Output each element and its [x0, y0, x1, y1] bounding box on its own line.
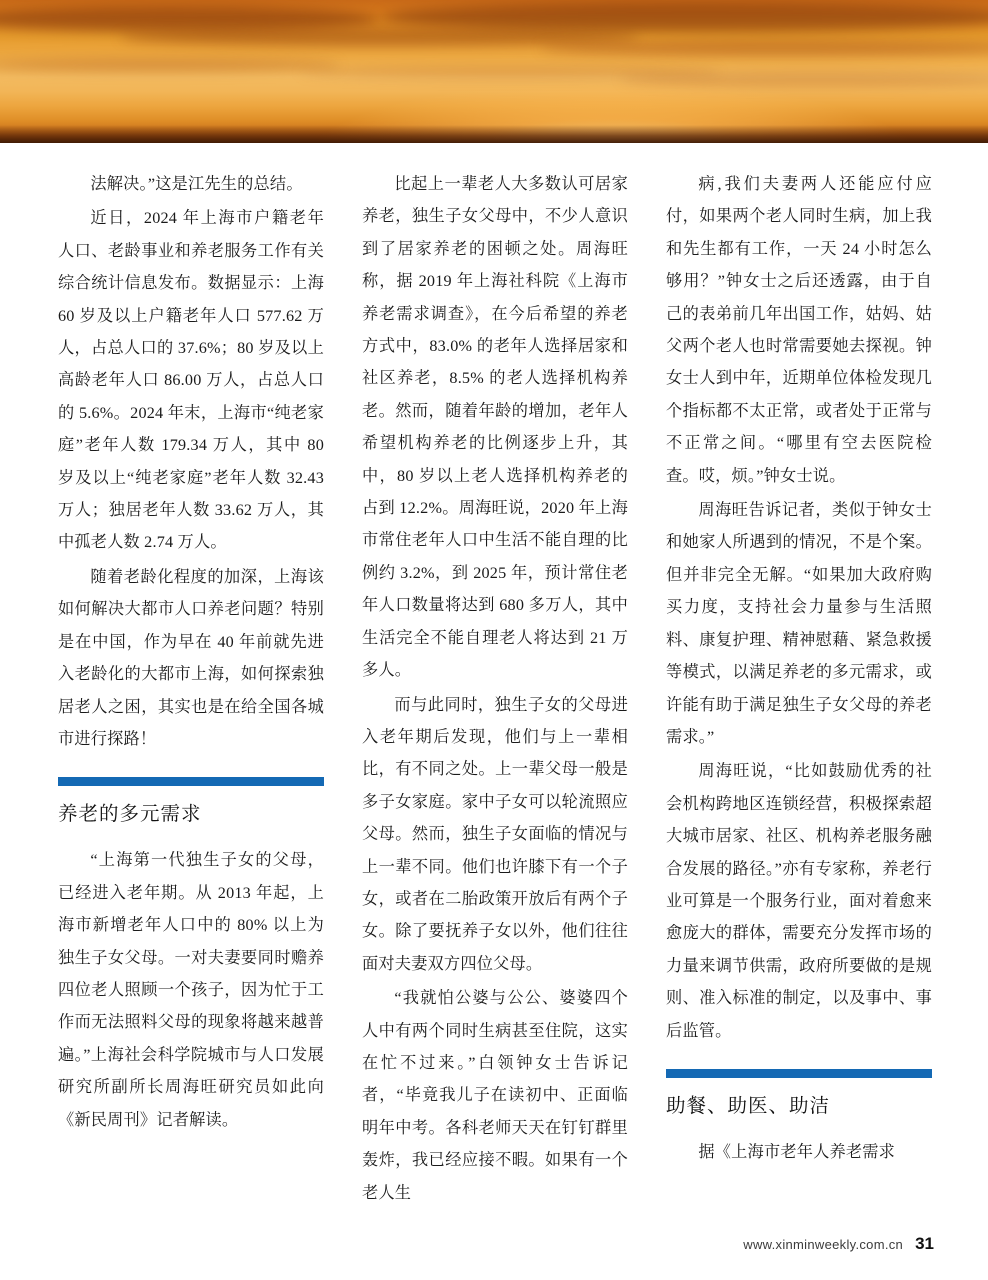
- cloud-shape: [540, 40, 988, 56]
- paragraph: 法解决。”这是江先生的总结。: [90, 175, 303, 193]
- paragraph: “我就怕公婆与公公、婆婆四个人中有两个同时生病甚至住院，这实在忙不过来。”白领钟女士告诉记者，“毕竟我儿子在读初中、正面临明年中考。各科老师天天在钉钉群里轰炸，我已经应接不暇。如果有一个老人生: [362, 989, 628, 1202]
- cloud-shape: [380, 2, 988, 32]
- cloud-shape: [120, 28, 640, 46]
- paragraph: 近日，2024 年上海市户籍老年人口、老龄事业和养老服务工作有关综合统计信息发布。数据显示：上海 60 岁及以上户籍老年人口 577.62 万人，占总人口的 37.6%；80 岁及以上高龄老年人口 86.00 万人，占总人口的 5.6%。2024 年末，上海市“纯老家庭”老年人数 179.34 万人，其中 80 岁及以上“纯老家庭”老年人数 32.43 万人；独居老年人数 33.62 万人，其中孤老人数 2.74 万人。: [58, 209, 324, 552]
- sunset-sky-banner-image: [0, 0, 988, 143]
- paragraph: 病,我们夫妻两人还能应付应付，如果两个老人同时生病，加上我和先生都有工作，一天 24 小时怎么够用？”钟女士之后还透露，由于自己的表弟前几年出国工作，姑妈、姑父两个老人也时常需要她去探视。钟女士人到中年，近期单位体检发现几个指标都不太正常，或者处于正常与不正常之间。“哪里有空去医院检查。哎，烦。”钟女士说。: [666, 175, 932, 485]
- page-footer: [743, 1234, 934, 1254]
- section-divider-rule: [666, 1069, 932, 1078]
- paragraph: 周海旺告诉记者，类似于钟女士和她家人所遇到的情况，不是个案。但并非完全无解。“如果加大政府购买力度，支持社会力量参与生活照料、康复护理、精神慰藉、紧急救援等模式，以满足养老的多元需求，或许能有助于满足独生子女父母的养老需求。”: [666, 501, 932, 746]
- paragraph: 而与此同时，独生子女的父母进入老年期后发现，他们与上一辈相比，有不同之处。上一辈父母一般是多子女家庭。家中子女可以轮流照应父母。然而，独生子女面临的情况与上一辈不同。他们也许膝下有一个子女，或者在二胎政策开放后有两个子女。除了要抚养子女以外，他们往往面对夫妻双方四位父母。: [362, 695, 628, 973]
- article-column-right: [666, 168, 932, 1228]
- article-column-middle: [362, 168, 628, 1228]
- paragraph: 随着老龄化程度的加深，上海该如何解决大都市人口养老问题？特别是在中国，作为早在 40 年前就先进入老龄化的大都市上海，如何探索独居老人之困，其实也是在给全国各城市进行探路！: [58, 567, 324, 748]
- paragraph: 比起上一辈老人大多数认可居家养老，独生子女父母中，不少人意识到了居家养老的困顿之处。周海旺称，据 2019 年上海社科院《上海市养老需求调查》，在今后希望的养老方式中，83.0% 的老年人选择居家和社区养老，8.5% 的老人选择机构养老。然而，随着年龄的增加，老年人希望机构养老的比例逐步上升，其中，80 岁以上老人选择机构养老的占到 12.2%。周海旺说，2020 年上海市常住老年人口中生活不能自理的比例约 3.2%，到 2025 年，预计常住老年人口数量将达到 680 多万人，其中生活完全不能自理老人将达到 21 万多人。: [362, 175, 628, 680]
- cloud-shape: [0, 58, 340, 72]
- page-number: 31: [915, 1234, 934, 1253]
- paragraph: “上海第一代独生子女的父母，已经进入老年期。从 2013 年起，上海市新增老年人口中的 80% 以上为独生子女父母。一对夫妻要同时赡养四位老人照顾一个孩子，因为忙于工作而无法照料父母的现象将越来越普遍。”上海社会科学院城市与人口发展研究所副所长周海旺研究员如此向《新民周刊》记者解读。: [58, 851, 324, 1129]
- cloud-shape: [620, 72, 988, 86]
- website-url: www.xinminweekly.com.cn: [743, 1237, 904, 1252]
- section-divider-rule: [58, 777, 324, 786]
- article-columns: [58, 168, 934, 1228]
- section-heading: 助餐、助医、助洁: [666, 1095, 831, 1117]
- article-column-left: [58, 168, 324, 1228]
- section-heading: 养老的多元需求: [58, 804, 202, 826]
- paragraph: 据《上海市老年人养老需求: [698, 1142, 896, 1161]
- paragraph: 周海旺说，“比如鼓励优秀的社会机构跨地区连锁经营，积极探索超大城市居家、社区、机构养老服务融合发展的路径。”亦有专家称，养老行业可算是一个服务行业，面对着愈来愈庞大的群体，需要充分发挥市场的力量来调节供需，政府所要做的是规则、准入标准的制定，以及事中、事后监管。: [666, 762, 932, 1040]
- banner-bottom-shadow: [0, 125, 988, 143]
